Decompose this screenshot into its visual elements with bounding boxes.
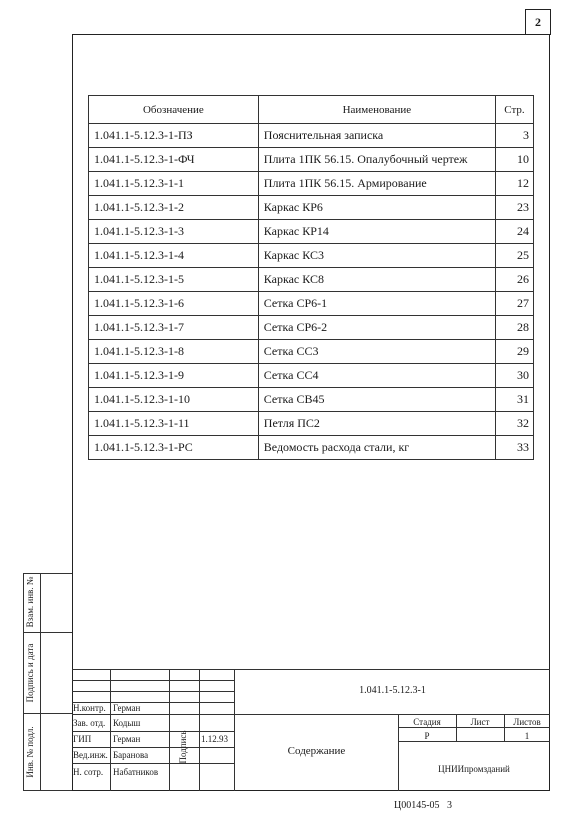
row-page: 24 — [495, 220, 533, 244]
row-name: Сетка СС4 — [258, 364, 495, 388]
row-designation: 1.041.1-5.12.3-1-1 — [89, 172, 259, 196]
contents-table — [88, 95, 534, 460]
sheets-header: Листов — [513, 717, 541, 727]
table-row — [89, 388, 534, 412]
role-label: Вед.инж. — [73, 750, 108, 760]
side-strip-bottom-line — [23, 790, 72, 791]
table-row — [89, 196, 534, 220]
sheet-header: Лист — [470, 717, 490, 727]
row-page: 12 — [495, 172, 533, 196]
title-block — [72, 669, 550, 791]
row-name: Петля ПС2 — [258, 412, 495, 436]
row-designation: 1.041.1-5.12.3-1-9 — [89, 364, 259, 388]
row-name: Ведомость расхода стали, кг — [258, 436, 495, 460]
name-header: Наименование — [258, 96, 495, 124]
person-name: Набатников — [113, 767, 159, 777]
row-designation: 1.041.1-5.12.3-1-8 — [89, 340, 259, 364]
row-page: 10 — [495, 148, 533, 172]
sheet-title: Содержание — [287, 745, 346, 757]
person-name: Герман — [113, 734, 141, 744]
row-page: 28 — [495, 316, 533, 340]
side-strip-divider-2 — [23, 713, 72, 714]
person-name: Баранова — [113, 750, 149, 760]
row-designation: 1.041.1-5.12.3-1-10 — [89, 388, 259, 412]
row-page: 25 — [495, 244, 533, 268]
row-name: Каркас КР14 — [258, 220, 495, 244]
page-header: Стр. — [495, 96, 533, 124]
page-number: 2 — [525, 9, 551, 35]
row-page: 32 — [495, 412, 533, 436]
row-name: Каркас КС8 — [258, 268, 495, 292]
row-name: Сетка СС3 — [258, 340, 495, 364]
row-designation: 1.041.1-5.12.3-1-6 — [89, 292, 259, 316]
table-row — [89, 268, 534, 292]
table-row — [89, 172, 534, 196]
person-name: Герман — [113, 703, 141, 713]
row-page: 31 — [495, 388, 533, 412]
table-row — [89, 244, 534, 268]
role-label: Н.контр. — [73, 703, 106, 713]
organization: ЦНИИпромзданий — [438, 764, 510, 774]
row-name: Сетка СР6-2 — [258, 316, 495, 340]
table-row — [89, 148, 534, 172]
row-page: 33 — [495, 436, 533, 460]
table-row — [89, 220, 534, 244]
replaced-inv-label: Взам. инв. № — [25, 576, 35, 628]
sign-date: 1.12.93 — [201, 734, 228, 744]
row-page: 29 — [495, 340, 533, 364]
side-strip-outer-line — [23, 573, 24, 791]
row-name: Каркас КР6 — [258, 196, 495, 220]
row-designation: 1.041.1-5.12.3-1-11 — [89, 412, 259, 436]
table-row — [89, 316, 534, 340]
table-row — [89, 412, 534, 436]
row-designation: 1.041.1-5.12.3-1-ПЗ — [89, 124, 259, 148]
row-designation: 1.041.1-5.12.3-1-РС — [89, 436, 259, 460]
stage-value: Р — [424, 731, 430, 741]
table-row — [89, 124, 534, 148]
table-header-row — [89, 96, 534, 124]
side-strip-inner-line — [40, 573, 41, 791]
row-designation: 1.041.1-5.12.3-1-7 — [89, 316, 259, 340]
row-name: Плита 1ПК 56.15. Армирование — [258, 172, 495, 196]
original-inv-label: Инв. № подл. — [25, 726, 35, 778]
stage-header: Стадия — [413, 717, 441, 727]
row-name: Сетка СВ45 — [258, 388, 495, 412]
footer-code: Ц00145-05 3 — [394, 800, 453, 811]
table-row — [89, 364, 534, 388]
row-designation: 1.041.1-5.12.3-1-4 — [89, 244, 259, 268]
role-label: Зав. отд. — [73, 718, 106, 728]
sign-date-label: Подпись и дата — [25, 643, 35, 703]
table-row — [89, 292, 534, 316]
row-name: Плита 1ПК 56.15. Опалубочный чертеж — [258, 148, 495, 172]
row-page: 26 — [495, 268, 533, 292]
table-row — [89, 436, 534, 460]
row-designation: 1.041.1-5.12.3-1-3 — [89, 220, 259, 244]
row-name: Пояснительная записка — [258, 124, 495, 148]
table-row — [89, 340, 534, 364]
row-designation: 1.041.1-5.12.3-1-5 — [89, 268, 259, 292]
row-name: Сетка СР6-1 — [258, 292, 495, 316]
sheets-value: 1 — [524, 731, 530, 741]
row-designation: 1.041.1-5.12.3-1-2 — [89, 196, 259, 220]
role-label: ГИП — [73, 734, 92, 744]
signature-header: Подпись — [178, 730, 188, 764]
row-page: 27 — [495, 292, 533, 316]
person-name: Кодыш — [113, 718, 141, 728]
row-page: 3 — [495, 124, 533, 148]
row-page: 23 — [495, 196, 533, 220]
row-page: 30 — [495, 364, 533, 388]
row-name: Каркас КС3 — [258, 244, 495, 268]
designation-header: Обозначение — [89, 96, 259, 124]
row-designation: 1.041.1-5.12.3-1-ФЧ — [89, 148, 259, 172]
role-label: Н. сотр. — [73, 767, 104, 777]
doc-code: 1.041.1-5.12.3-1 — [359, 685, 426, 696]
